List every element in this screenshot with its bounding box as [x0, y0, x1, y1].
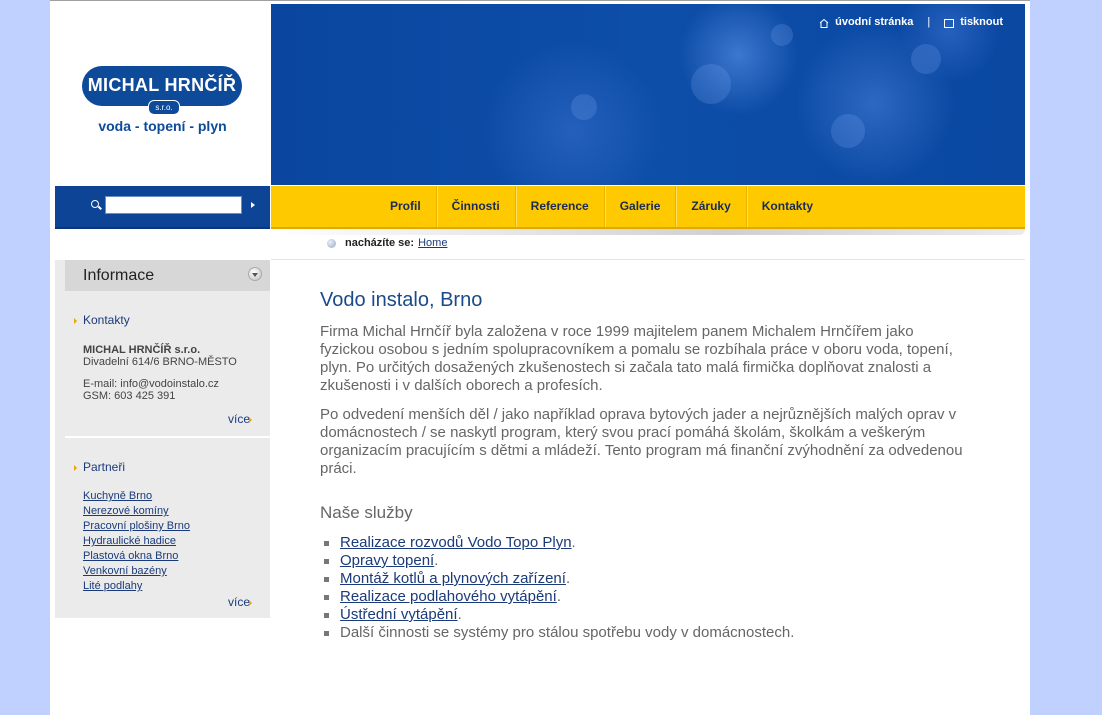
list-item	[83, 534, 190, 549]
main-content	[320, 289, 1000, 641]
nav-item-cinnosti[interactable]: Činnosti	[436, 186, 515, 227]
chevron-down-icon[interactable]	[248, 267, 262, 281]
print-icon	[944, 19, 954, 28]
sidebar-header	[65, 260, 270, 291]
partner-link[interactable]: Venkovní bazény	[83, 565, 167, 577]
main-navigation	[271, 186, 1025, 229]
arrow-bullet-icon	[74, 318, 77, 324]
header-banner	[271, 4, 1025, 185]
arrow-bullet-icon	[249, 600, 252, 606]
page-title: Vodo instalo, Brno	[320, 289, 483, 311]
home-icon	[819, 19, 829, 28]
list-item	[320, 534, 794, 552]
nav-item-profil[interactable]: Profil	[390, 199, 421, 213]
nav-item-zaruky[interactable]: Záruky	[675, 186, 745, 227]
list-item	[320, 606, 794, 624]
breadcrumb	[327, 237, 447, 249]
banner-bubble	[571, 94, 597, 120]
sidebar-contacts-title[interactable]: Kontakty	[83, 313, 130, 327]
list-item	[83, 564, 190, 579]
banner-bubble	[771, 24, 793, 46]
sidebar	[55, 260, 270, 618]
partner-link[interactable]: Lité podlahy	[83, 580, 143, 592]
arrow-bullet-icon	[74, 465, 77, 471]
partner-list	[83, 489, 190, 594]
service-suffix: .	[556, 588, 561, 605]
banner-bubble	[911, 44, 941, 74]
partner-link[interactable]: Hydraulické hadice	[83, 535, 176, 547]
list-item	[320, 552, 794, 570]
sidebar-email: E-mail: info@vodoinstalo.cz	[83, 378, 219, 390]
nav-item-galerie[interactable]: Galerie	[604, 186, 676, 227]
service-link[interactable]: Realizace rozvodů Vodo Topo Plyn	[340, 534, 572, 551]
sidebar-title: Informace	[83, 267, 155, 284]
service-link[interactable]: Realizace podlahového vytápění	[340, 588, 557, 605]
sidebar-divider	[65, 436, 270, 438]
list-item	[83, 489, 190, 504]
banner-bubble	[831, 114, 865, 148]
breadcrumb-home-link[interactable]: Home	[418, 237, 448, 249]
service-suffix: .	[565, 570, 571, 587]
search-input[interactable]	[105, 196, 242, 214]
logo-company-name: MICHAL HRNČÍŘ	[82, 66, 242, 106]
sidebar-gsm: GSM: 603 425 391	[83, 390, 176, 402]
service-link[interactable]: Opravy topení	[340, 552, 435, 569]
service-suffix: .	[571, 534, 576, 551]
service-suffix: .	[457, 606, 462, 623]
nav-item-kontakty[interactable]: Kontakty	[746, 186, 828, 227]
arrow-bullet-icon	[249, 417, 252, 423]
partner-link[interactable]: Nerezové komíny	[83, 505, 169, 517]
list-item	[83, 504, 190, 519]
list-item	[83, 549, 190, 564]
search-bar	[55, 186, 270, 229]
service-link[interactable]: Ústřední vytápění	[340, 606, 458, 623]
partner-link[interactable]: Pracovní plošiny Brno	[83, 520, 190, 532]
service-link[interactable]: Montáž kotlů a plynových zařízení	[340, 570, 566, 587]
breadcrumb-label: nacházíte se:	[345, 237, 415, 249]
breadcrumb-bullet-icon	[327, 239, 336, 248]
list-item	[83, 579, 190, 594]
logo-tagline: voda - topení - plyn	[98, 118, 227, 134]
services-title: Naše služby	[320, 503, 413, 522]
home-link[interactable]: úvodní stránka	[835, 16, 914, 28]
partners-more-link[interactable]: více	[227, 595, 250, 609]
print-link[interactable]: tisknout	[960, 16, 1003, 28]
logo[interactable]	[55, 4, 270, 185]
search-submit-arrow-icon[interactable]	[251, 202, 255, 208]
services-list	[320, 534, 794, 642]
top-links-separator: |	[927, 16, 931, 28]
partner-link[interactable]: Plastová okna Brno	[83, 550, 179, 562]
service-suffix: .	[434, 552, 439, 569]
list-item	[83, 519, 190, 534]
page	[50, 0, 1030, 715]
sidebar-address: Divadelní 614/6 BRNO-MĚSTO	[83, 356, 237, 368]
search-icon	[91, 200, 99, 208]
partner-link[interactable]: Kuchyně Brno	[83, 490, 153, 502]
top-links	[819, 16, 1003, 28]
list-item	[320, 570, 794, 588]
list-item	[320, 624, 794, 642]
banner-bubble	[691, 64, 731, 104]
breadcrumb-divider	[271, 259, 1025, 260]
program-paragraph: Po odvedení menších děl / jako například oprava bytových jader a nejrůznějších malých oprav v domácnostech / se naskytl program, který svou prací pomáhá školám, školkám a veškerým organizacím pracujícím s dětmi a mládeží. Tento program má finanční zvýhodnění za odvedenou práci.	[320, 406, 963, 477]
nav-item-reference[interactable]: Reference	[515, 186, 604, 227]
logo-suffix: s.r.o.	[148, 100, 180, 115]
nav-shadow	[271, 229, 1025, 235]
sidebar-partners-title[interactable]: Partneři	[83, 460, 126, 474]
contacts-more-link[interactable]: více	[227, 412, 250, 426]
sidebar-company-name: MICHAL HRNČÍŘ s.r.o.	[83, 344, 201, 356]
list-item	[320, 588, 794, 606]
intro-paragraph: Firma Michal Hrnčíř byla založena v roce 1999 majitelem panem Michalem Hrnčířem jako fyzickou osobou s jedním spolupracovníkem a pomalu se rozbíhala práce v oboru voda, topení, plyn. Po určitých dosažených zkušenostech si začala tato malá firmička doplňovat znalosti a zkušenosti i v dalších oborech a profesích.	[320, 323, 953, 394]
service-text: Další činnosti se systémy pro stálou spotřebu vody v domácnostech.	[340, 624, 795, 641]
